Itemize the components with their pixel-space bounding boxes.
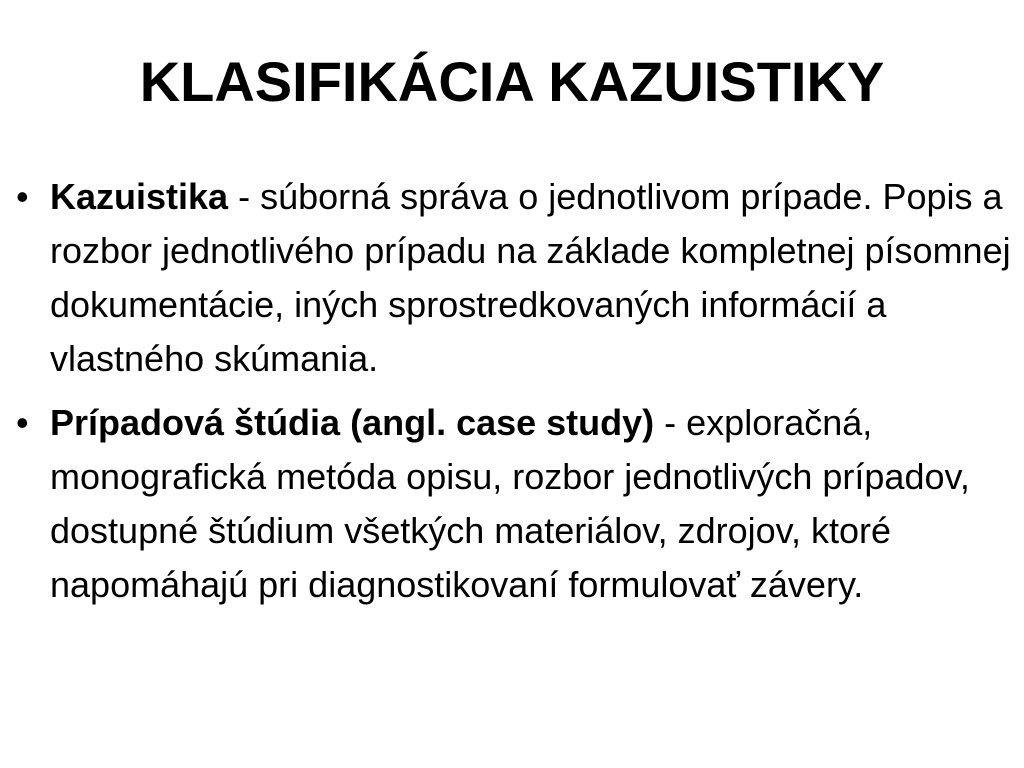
bullet-list <box>0 170 1024 622</box>
bullet-marker: • <box>16 402 29 443</box>
bullet-text: - súborná správa o jednotlivom prípade. Popis a rozbor jednotlivého prípadu na základe kompletnej písomnej dokumentácie, iných sprostredkovaných informácií a vlastného skúmania. <box>50 176 1011 379</box>
bullet-item-kazuistika <box>0 170 1024 386</box>
slide-title: KLASIFIKÁCIA KAZUISTIKY <box>139 50 885 113</box>
bullet-marker: • <box>16 176 29 217</box>
bullet-term: Prípadová štúdia (angl. case study) <box>50 402 655 443</box>
bullet-text: - exploračná, monografická metóda opisu, rozbor jednotlivých prípadov, dostupné štúdium všetkých materiálov, zdrojov, ktoré napomáhajú pri diagnostikovaní formulovať závery. <box>50 402 970 605</box>
bullet-term: Kazuistika <box>50 176 229 217</box>
bullet-item-pripadova-studia <box>0 396 1024 612</box>
